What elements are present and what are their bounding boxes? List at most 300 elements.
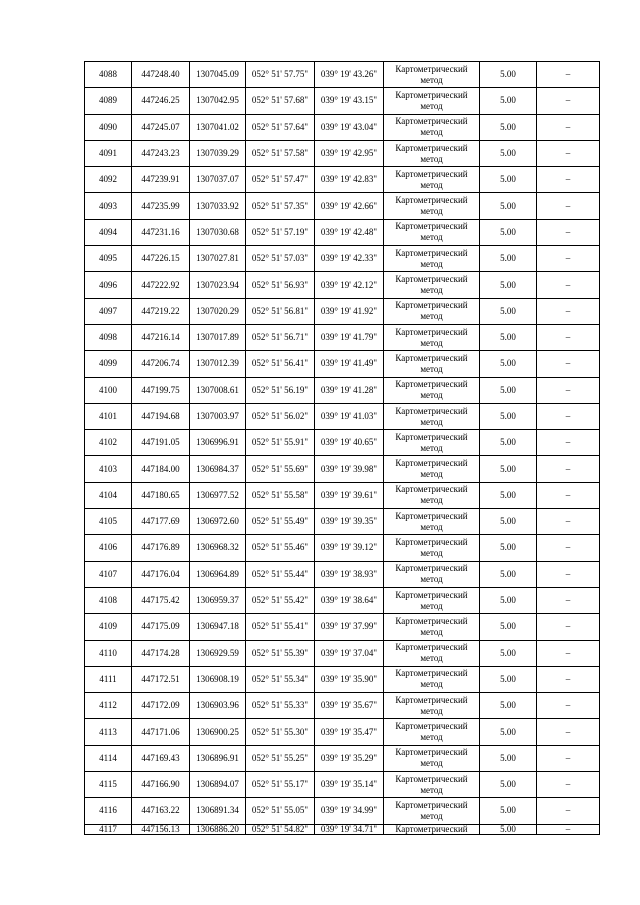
method-line-2: метод <box>420 784 443 795</box>
accuracy-cell: 5.00 <box>480 324 537 350</box>
point-number-cell: 4116 <box>85 798 132 824</box>
note-cell: – <box>537 193 600 219</box>
method-line-2: метод <box>420 100 443 111</box>
note-cell: – <box>537 719 600 745</box>
x-coordinate-cell: 447176.04 <box>132 561 190 587</box>
x-coordinate-cell: 447169.43 <box>132 745 190 771</box>
method-cell <box>384 745 480 771</box>
accuracy-cell: 5.00 <box>480 561 537 587</box>
x-coordinate-cell: 447175.42 <box>132 587 190 613</box>
method-line-2: метод <box>420 232 443 243</box>
method-line-2: метод <box>420 626 443 637</box>
point-number-cell: 4094 <box>85 219 132 245</box>
method-cell <box>384 272 480 298</box>
x-coordinate-cell: 447243.23 <box>132 140 190 166</box>
point-number-cell: 4103 <box>85 456 132 482</box>
note-cell: – <box>537 772 600 798</box>
table-row <box>85 561 600 587</box>
method-line-1: Картометрический <box>395 484 468 495</box>
table-row <box>85 246 600 272</box>
table-row <box>85 535 600 561</box>
point-number-cell: 4099 <box>85 351 132 377</box>
longitude-cell: 039° 19' 38.93" <box>315 561 384 587</box>
method-cell <box>384 482 480 508</box>
point-number-cell: 4115 <box>85 772 132 798</box>
y-coordinate-cell: 1307030.68 <box>190 219 246 245</box>
x-coordinate-cell: 447222.92 <box>132 272 190 298</box>
point-number-cell: 4089 <box>85 88 132 114</box>
y-coordinate-cell: 1306900.25 <box>190 719 246 745</box>
method-line-2: метод <box>420 547 443 558</box>
table-row <box>85 114 600 140</box>
latitude-cell: 052° 51' 57.75" <box>246 62 315 88</box>
method-cell <box>384 430 480 456</box>
x-coordinate-cell: 447191.05 <box>132 430 190 456</box>
longitude-cell: 039° 19' 43.26" <box>315 62 384 88</box>
y-coordinate-cell: 1307008.61 <box>190 377 246 403</box>
table-row <box>85 666 600 692</box>
method-line-1: Картометрический <box>395 747 468 758</box>
method-line-2: метод <box>420 153 443 164</box>
method-cell <box>384 824 480 834</box>
latitude-cell: 052° 51' 55.58" <box>246 482 315 508</box>
longitude-cell: 039° 19' 39.98" <box>315 456 384 482</box>
table-row <box>85 798 600 824</box>
note-cell: – <box>537 272 600 298</box>
method-line-1: Картометрический <box>395 824 468 834</box>
y-coordinate-cell: 1306908.19 <box>190 666 246 692</box>
accuracy-cell: 5.00 <box>480 614 537 640</box>
note-cell: – <box>537 745 600 771</box>
y-coordinate-cell: 1307023.94 <box>190 272 246 298</box>
latitude-cell: 052° 51' 55.91" <box>246 430 315 456</box>
table-row <box>85 298 600 324</box>
method-line-1: Картометрический <box>395 589 468 600</box>
method-cell <box>384 587 480 613</box>
method-cell <box>384 298 480 324</box>
y-coordinate-cell: 1307045.09 <box>190 62 246 88</box>
accuracy-cell: 5.00 <box>480 482 537 508</box>
accuracy-cell: 5.00 <box>480 666 537 692</box>
longitude-cell: 039° 19' 35.14" <box>315 772 384 798</box>
method-line-2: метод <box>420 469 443 480</box>
accuracy-cell: 5.00 <box>480 745 537 771</box>
longitude-cell: 039° 19' 42.12" <box>315 272 384 298</box>
table-row <box>85 193 600 219</box>
latitude-cell: 052° 51' 55.25" <box>246 745 315 771</box>
method-line-2: метод <box>420 363 443 374</box>
x-coordinate-cell: 447175.09 <box>132 614 190 640</box>
method-line-1: Картометрический <box>395 668 468 679</box>
x-coordinate-cell: 447248.40 <box>132 62 190 88</box>
method-line-2: метод <box>420 705 443 716</box>
latitude-cell: 052° 51' 56.02" <box>246 403 315 429</box>
method-line-1: Картометрический <box>395 379 468 390</box>
method-cell <box>384 88 480 114</box>
note-cell: – <box>537 324 600 350</box>
latitude-cell: 052° 51' 56.41" <box>246 351 315 377</box>
x-coordinate-cell: 447166.90 <box>132 772 190 798</box>
latitude-cell: 052° 51' 56.71" <box>246 324 315 350</box>
longitude-cell: 039° 19' 38.64" <box>315 587 384 613</box>
method-line-1: Картометрический <box>395 799 468 810</box>
y-coordinate-cell: 1306903.96 <box>190 693 246 719</box>
longitude-cell: 039° 19' 35.90" <box>315 666 384 692</box>
note-cell: – <box>537 535 600 561</box>
method-line-1: Картометрический <box>395 352 468 363</box>
method-cell <box>384 246 480 272</box>
point-number-cell: 4088 <box>85 62 132 88</box>
longitude-cell: 039° 19' 35.29" <box>315 745 384 771</box>
method-line-1: Картометрический <box>395 63 468 74</box>
method-line-1: Картометрический <box>395 773 468 784</box>
accuracy-cell: 5.00 <box>480 62 537 88</box>
note-cell: – <box>537 167 600 193</box>
x-coordinate-cell: 447163.22 <box>132 798 190 824</box>
method-line-2: метод <box>420 574 443 585</box>
latitude-cell: 052° 51' 55.30" <box>246 719 315 745</box>
method-line-1: Картометрический <box>395 116 468 127</box>
latitude-cell: 052° 51' 57.68" <box>246 88 315 114</box>
note-cell: – <box>537 114 600 140</box>
method-cell <box>384 772 480 798</box>
x-coordinate-cell: 447245.07 <box>132 114 190 140</box>
method-cell <box>384 62 480 88</box>
method-cell <box>384 798 480 824</box>
method-line-1: Картометрический <box>395 431 468 442</box>
method-cell <box>384 219 480 245</box>
accuracy-cell: 5.00 <box>480 377 537 403</box>
note-cell: – <box>537 456 600 482</box>
note-cell: – <box>537 640 600 666</box>
y-coordinate-cell: 1307012.39 <box>190 351 246 377</box>
table-row <box>85 272 600 298</box>
point-number-cell: 4098 <box>85 324 132 350</box>
table-row <box>85 140 600 166</box>
longitude-cell: 039° 19' 37.04" <box>315 640 384 666</box>
method-line-2: метод <box>420 390 443 401</box>
accuracy-cell: 5.00 <box>480 587 537 613</box>
longitude-cell: 039° 19' 43.15" <box>315 88 384 114</box>
method-line-1: Картометрический <box>395 221 468 232</box>
latitude-cell: 052° 51' 57.03" <box>246 246 315 272</box>
latitude-cell: 052° 51' 55.33" <box>246 693 315 719</box>
note-cell: – <box>537 482 600 508</box>
latitude-cell: 052° 51' 55.69" <box>246 456 315 482</box>
longitude-cell: 039° 19' 42.95" <box>315 140 384 166</box>
y-coordinate-cell: 1307027.81 <box>190 246 246 272</box>
point-number-cell: 4105 <box>85 509 132 535</box>
table-row <box>85 824 600 834</box>
method-cell <box>384 114 480 140</box>
latitude-cell: 052° 51' 55.46" <box>246 535 315 561</box>
method-line-1: Картометрический <box>395 274 468 285</box>
point-number-cell: 4117 <box>85 824 132 834</box>
accuracy-cell: 5.00 <box>480 403 537 429</box>
table-row <box>85 509 600 535</box>
x-coordinate-cell: 447199.75 <box>132 377 190 403</box>
method-line-2: метод <box>420 311 443 322</box>
accuracy-cell: 5.00 <box>480 824 537 834</box>
x-coordinate-cell: 447176.89 <box>132 535 190 561</box>
note-cell: – <box>537 377 600 403</box>
method-line-2: метод <box>420 679 443 690</box>
method-cell <box>384 640 480 666</box>
method-line-2: метод <box>420 74 443 85</box>
method-cell <box>384 561 480 587</box>
method-line-2: метод <box>420 732 443 743</box>
note-cell: – <box>537 140 600 166</box>
method-line-2: метод <box>420 810 443 821</box>
note-cell: – <box>537 403 600 429</box>
latitude-cell: 052° 51' 54.82" <box>246 824 315 834</box>
x-coordinate-cell: 447246.25 <box>132 88 190 114</box>
latitude-cell: 052° 51' 57.64" <box>246 114 315 140</box>
longitude-cell: 039° 19' 37.99" <box>315 614 384 640</box>
method-line-1: Картометрический <box>395 142 468 153</box>
y-coordinate-cell: 1306896.91 <box>190 745 246 771</box>
y-coordinate-cell: 1307037.07 <box>190 167 246 193</box>
y-coordinate-cell: 1307042.95 <box>190 88 246 114</box>
method-line-2: метод <box>420 179 443 190</box>
method-line-1: Картометрический <box>395 89 468 100</box>
coordinates-table <box>84 61 600 835</box>
accuracy-cell: 5.00 <box>480 509 537 535</box>
point-number-cell: 4097 <box>85 298 132 324</box>
note-cell: – <box>537 561 600 587</box>
method-line-1: Картометрический <box>395 642 468 653</box>
method-line-2: метод <box>420 758 443 769</box>
y-coordinate-cell: 1307033.92 <box>190 193 246 219</box>
method-line-2: метод <box>420 258 443 269</box>
x-coordinate-cell: 447174.28 <box>132 640 190 666</box>
point-number-cell: 4100 <box>85 377 132 403</box>
y-coordinate-cell: 1306959.37 <box>190 587 246 613</box>
longitude-cell: 039° 19' 42.48" <box>315 219 384 245</box>
latitude-cell: 052° 51' 56.93" <box>246 272 315 298</box>
table-row <box>85 693 600 719</box>
longitude-cell: 039° 19' 42.66" <box>315 193 384 219</box>
table-row <box>85 482 600 508</box>
method-cell <box>384 167 480 193</box>
method-line-1: Картометрический <box>395 300 468 311</box>
y-coordinate-cell: 1307039.29 <box>190 140 246 166</box>
point-number-cell: 4091 <box>85 140 132 166</box>
method-line-1: Картометрический <box>395 247 468 258</box>
accuracy-cell: 5.00 <box>480 456 537 482</box>
table-row <box>85 324 600 350</box>
accuracy-cell: 5.00 <box>480 693 537 719</box>
note-cell: – <box>537 587 600 613</box>
x-coordinate-cell: 447206.74 <box>132 351 190 377</box>
x-coordinate-cell: 447239.91 <box>132 167 190 193</box>
method-line-2: метод <box>420 337 443 348</box>
x-coordinate-cell: 447235.99 <box>132 193 190 219</box>
method-cell <box>384 140 480 166</box>
point-number-cell: 4092 <box>85 167 132 193</box>
longitude-cell: 039° 19' 34.71" <box>315 824 384 834</box>
accuracy-cell: 5.00 <box>480 298 537 324</box>
accuracy-cell: 5.00 <box>480 246 537 272</box>
accuracy-cell: 5.00 <box>480 193 537 219</box>
method-line-2: метод <box>420 521 443 532</box>
method-line-1: Картометрический <box>395 536 468 547</box>
note-cell: – <box>537 298 600 324</box>
latitude-cell: 052° 51' 55.34" <box>246 666 315 692</box>
y-coordinate-cell: 1306996.91 <box>190 430 246 456</box>
table-row <box>85 430 600 456</box>
x-coordinate-cell: 447177.69 <box>132 509 190 535</box>
latitude-cell: 052° 51' 57.35" <box>246 193 315 219</box>
accuracy-cell: 5.00 <box>480 719 537 745</box>
method-line-1: Картометрический <box>395 721 468 732</box>
note-cell: – <box>537 246 600 272</box>
y-coordinate-cell: 1306947.18 <box>190 614 246 640</box>
accuracy-cell: 5.00 <box>480 351 537 377</box>
x-coordinate-cell: 447172.51 <box>132 666 190 692</box>
longitude-cell: 039° 19' 41.03" <box>315 403 384 429</box>
point-number-cell: 4104 <box>85 482 132 508</box>
y-coordinate-cell: 1306891.34 <box>190 798 246 824</box>
method-cell <box>384 719 480 745</box>
method-line-1: Картометрический <box>395 615 468 626</box>
method-cell <box>384 456 480 482</box>
longitude-cell: 039° 19' 39.61" <box>315 482 384 508</box>
point-number-cell: 4110 <box>85 640 132 666</box>
table-row <box>85 351 600 377</box>
latitude-cell: 052° 51' 57.19" <box>246 219 315 245</box>
longitude-cell: 039° 19' 39.12" <box>315 535 384 561</box>
method-line-1: Картометрический <box>395 458 468 469</box>
method-cell <box>384 535 480 561</box>
latitude-cell: 052° 51' 57.47" <box>246 167 315 193</box>
latitude-cell: 052° 51' 55.05" <box>246 798 315 824</box>
y-coordinate-cell: 1307020.29 <box>190 298 246 324</box>
latitude-cell: 052° 51' 57.58" <box>246 140 315 166</box>
x-coordinate-cell: 447219.22 <box>132 298 190 324</box>
method-cell <box>384 377 480 403</box>
longitude-cell: 039° 19' 41.28" <box>315 377 384 403</box>
table-body <box>85 62 600 835</box>
table-row <box>85 88 600 114</box>
longitude-cell: 039° 19' 41.79" <box>315 324 384 350</box>
note-cell: – <box>537 219 600 245</box>
latitude-cell: 052° 51' 55.44" <box>246 561 315 587</box>
table-row <box>85 614 600 640</box>
method-line-1: Картометрический <box>395 405 468 416</box>
accuracy-cell: 5.00 <box>480 219 537 245</box>
longitude-cell: 039° 19' 39.35" <box>315 509 384 535</box>
longitude-cell: 039° 19' 35.67" <box>315 693 384 719</box>
latitude-cell: 052° 51' 56.19" <box>246 377 315 403</box>
x-coordinate-cell: 447184.00 <box>132 456 190 482</box>
table-row <box>85 377 600 403</box>
method-line-2: метод <box>420 206 443 217</box>
latitude-cell: 052° 51' 55.41" <box>246 614 315 640</box>
point-number-cell: 4111 <box>85 666 132 692</box>
accuracy-cell: 5.00 <box>480 140 537 166</box>
longitude-cell: 039° 19' 40.65" <box>315 430 384 456</box>
method-line-1: Картометрический <box>395 168 468 179</box>
latitude-cell: 052° 51' 55.49" <box>246 509 315 535</box>
x-coordinate-cell: 447216.14 <box>132 324 190 350</box>
point-number-cell: 4095 <box>85 246 132 272</box>
point-number-cell: 4101 <box>85 403 132 429</box>
note-cell: – <box>537 824 600 834</box>
method-line-2: метод <box>420 653 443 664</box>
x-coordinate-cell: 447180.65 <box>132 482 190 508</box>
table-row <box>85 745 600 771</box>
y-coordinate-cell: 1306968.32 <box>190 535 246 561</box>
point-number-cell: 4114 <box>85 745 132 771</box>
table-row <box>85 403 600 429</box>
y-coordinate-cell: 1306977.52 <box>190 482 246 508</box>
latitude-cell: 052° 51' 55.39" <box>246 640 315 666</box>
y-coordinate-cell: 1307041.02 <box>190 114 246 140</box>
table-row <box>85 456 600 482</box>
note-cell: – <box>537 798 600 824</box>
point-number-cell: 4113 <box>85 719 132 745</box>
table-row <box>85 62 600 88</box>
latitude-cell: 052° 51' 55.42" <box>246 587 315 613</box>
point-number-cell: 4107 <box>85 561 132 587</box>
note-cell: – <box>537 88 600 114</box>
note-cell: – <box>537 666 600 692</box>
y-coordinate-cell: 1306886.20 <box>190 824 246 834</box>
point-number-cell: 4096 <box>85 272 132 298</box>
y-coordinate-cell: 1306964.89 <box>190 561 246 587</box>
accuracy-cell: 5.00 <box>480 772 537 798</box>
x-coordinate-cell: 447231.16 <box>132 219 190 245</box>
method-line-1: Картометрический <box>395 510 468 521</box>
longitude-cell: 039° 19' 41.49" <box>315 351 384 377</box>
method-line-1: Картометрический <box>395 563 468 574</box>
method-line-1: Картометрический <box>395 694 468 705</box>
table-row <box>85 640 600 666</box>
accuracy-cell: 5.00 <box>480 798 537 824</box>
note-cell: – <box>537 614 600 640</box>
x-coordinate-cell: 447194.68 <box>132 403 190 429</box>
table-row <box>85 719 600 745</box>
x-coordinate-cell: 447226.15 <box>132 246 190 272</box>
accuracy-cell: 5.00 <box>480 272 537 298</box>
y-coordinate-cell: 1307017.89 <box>190 324 246 350</box>
accuracy-cell: 5.00 <box>480 640 537 666</box>
method-cell <box>384 693 480 719</box>
method-line-2: метод <box>420 600 443 611</box>
accuracy-cell: 5.00 <box>480 114 537 140</box>
accuracy-cell: 5.00 <box>480 167 537 193</box>
table-row <box>85 167 600 193</box>
longitude-cell: 039° 19' 42.33" <box>315 246 384 272</box>
method-line-1: Картометрический <box>395 326 468 337</box>
note-cell: – <box>537 509 600 535</box>
method-line-2: метод <box>420 416 443 427</box>
point-number-cell: 4102 <box>85 430 132 456</box>
x-coordinate-cell: 447156.13 <box>132 824 190 834</box>
latitude-cell: 052° 51' 55.17" <box>246 772 315 798</box>
method-line-1: Картометрический <box>395 195 468 206</box>
table-row <box>85 219 600 245</box>
method-cell <box>384 666 480 692</box>
point-number-cell: 4106 <box>85 535 132 561</box>
note-cell: – <box>537 62 600 88</box>
table-row <box>85 772 600 798</box>
method-cell <box>384 193 480 219</box>
point-number-cell: 4109 <box>85 614 132 640</box>
longitude-cell: 039° 19' 35.47" <box>315 719 384 745</box>
x-coordinate-cell: 447171.06 <box>132 719 190 745</box>
